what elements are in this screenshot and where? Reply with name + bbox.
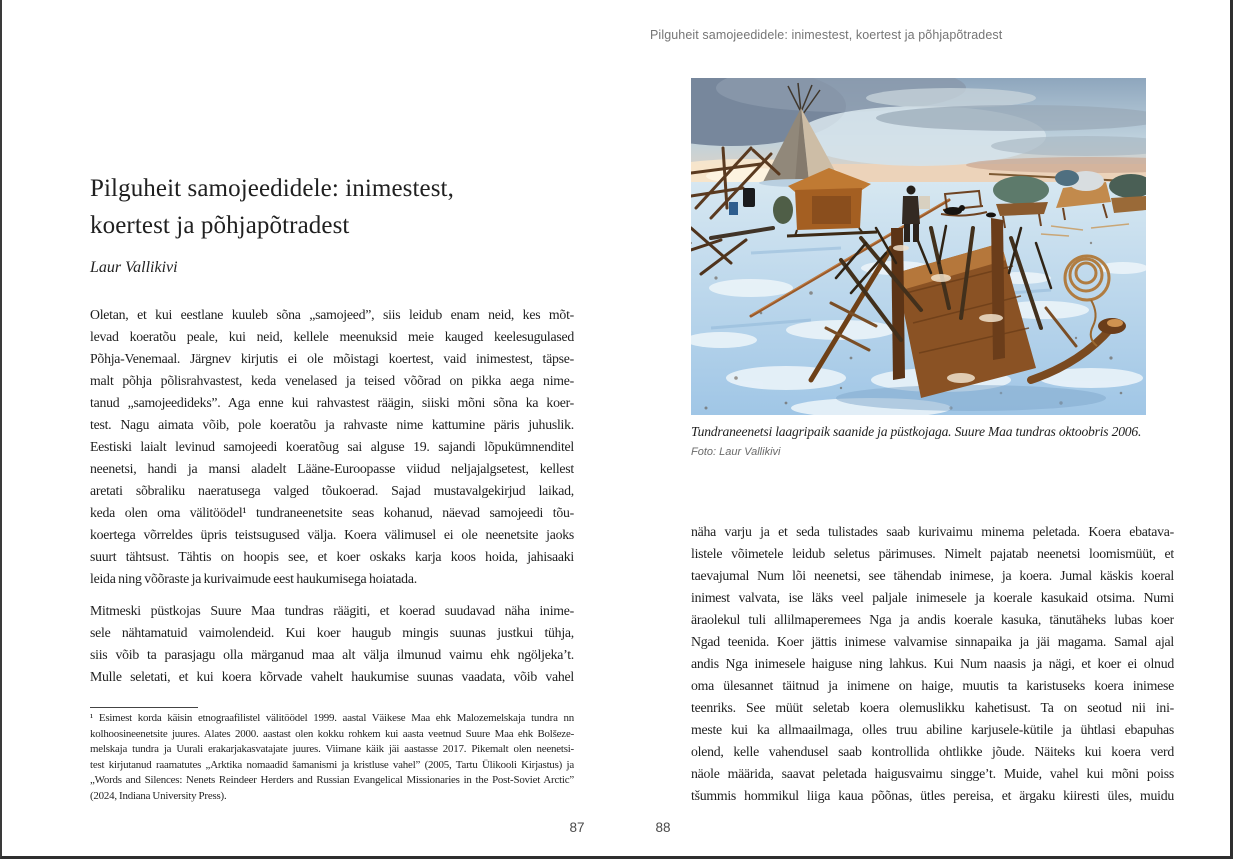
tundra-camp-photo [691, 78, 1146, 415]
text-line: „Words and Silences: Nenets Reindeer Herders and Russian Evangelical Missionaries in the Post-Soviet Arctic” [90, 774, 574, 787]
text-line: neenetsi, handi ja mansi aladelt Lääne-Euroopasse viidud neljajalgsetest, kellest [90, 461, 574, 476]
author-byline: Laur Vallikivi [90, 259, 178, 276]
text-line: Pilguheit samojeedidele: inimestest, [90, 175, 454, 202]
text-line: keda olen oma välitöödel¹ tundraneenetsite seas kohanud, näevad samojeedi tõu- [90, 505, 574, 520]
text-line: Põhja-Venemaal. Järgnev kirjutis ei ole mõistagi koertest, vaid inimestest, täpse- [90, 351, 574, 366]
text-line: oma ülesannet täitnud ja inimene on haige, muutis ta karistuseks koera inimese [691, 678, 1174, 693]
text-line: levad koeratõu peale, kui neid, kellele meenuksid meie kauged keelesugulased [90, 329, 574, 344]
text-line: Mitmeski püstkojas Suure Maa tundras räägiti, et koerad suudavad näha inime- [90, 603, 574, 618]
text-line: koertest ja põhjapõtradest [90, 212, 350, 239]
text-line: tšummis hommikul liiga kaua põõnas, ütles pereisa, et ärgaku kiiresti üles, muidu [691, 788, 1174, 803]
text-line: sele nähtamatuid vaimolendeid. Kui koer haugub mingis suunas justkui tühja, [90, 625, 574, 640]
text-line: Ngad teenida. Koer jättis inimese valvamise sinnapaika ja jäi magama. Samal ajal [691, 634, 1174, 649]
text-line: näha varju ja et seda tulistades saab kurivaimu minema peletada. Koera ebatava- [691, 524, 1174, 539]
text-line: taevajumal Num lõi neenetsi, see tähendab inimese, ja koera. Jumal käskis koeral [691, 568, 1174, 583]
text-line: andis Nga inimesele haiguse ning lahkus. Kui Num naasis ja nägi, et koer ei olnud [691, 656, 1174, 671]
photo-credit: Foto: Laur Vallikivi [691, 446, 781, 458]
text-line: Mulle seletati, et kui koera kõrvade vahelt haukumise suunas vaadata, võib vahel [90, 669, 574, 684]
text-line: äraolekul tuli allilmaperemees Nga ja andis koerale kasuka, tänutäheks lubas koer [691, 612, 1174, 627]
text-line: meste kui ka allmaailmaga, olles truu abiline karjusele-kütile ja ühtlasi ebapuhas [691, 722, 1174, 737]
left-paragraph-2 [90, 600, 574, 688]
text-line: siis võib ta parasjagu olla märganud maa alt välja ilmunud vaimu ehk ngöljeka’t. [90, 647, 574, 662]
right-paragraph [691, 521, 1174, 807]
right-page [650, 0, 1210, 859]
text-line: ¹ Esimest korda käisin etnograafilistel välitöödel 1999. aastal Väikese Maa ehk Malozemelskaja tundra nn [90, 712, 574, 724]
text-line: (2024, Indiana University Press). [90, 789, 227, 802]
text-line: Eestiski laialt levinud samojeedi koeratõug sai alguse 19. sajandi lõpukümnenditel [90, 439, 574, 454]
footnote-separator [90, 707, 198, 708]
text-line: inimest valvata, ise läks veel paljale inimesele ja koerale kasukaid otsima. Numi [691, 590, 1174, 605]
text-line: Oletan, et kui eestlane kuuleb sõna „samojeed”, siis leidub enam neid, kes mõt- [90, 307, 574, 322]
text-line: teenriks. See müüt seletab koera olemuslikku kahetisust. Ta on seotud nii ini- [691, 700, 1174, 715]
text-line: aretati sõbraliku naeratusega valged tõukoerad. Sajad mustavalgekirjud laikad, [90, 483, 574, 498]
page-number-right: 88 [655, 820, 671, 835]
text-line: test kirjutanud raamatutes „Arktika nomaadid šamanismi ja kristluse vahel” (2005, Tartu Ülikooli Kirjastus) ja [90, 758, 574, 771]
text-line: malt põhja põlisrahvastest, keda venelased ja teised võõrad on pikka aega nime- [90, 373, 574, 388]
page-number-left: 87 [569, 820, 585, 835]
article-title [90, 170, 574, 244]
running-title: Pilguheit samojeedidele: inimestest, koertest ja põhjapõtradest [650, 28, 1003, 42]
photo-caption: Tundraneenetsi laagripaik saanide ja püstkojaga. Suure Maa tundras oktoobris 2006. [691, 424, 1142, 439]
text-line: koertega võrreldes üpris teistsugused välja. Koera välimusel ei ole neenetsite jaoks [90, 527, 574, 542]
text-line: test. Nagu aimata võib, pole koeratõu ja rahvaste nime kattumine päris juhuslik. [90, 417, 574, 432]
left-paragraph-1 [90, 304, 574, 590]
text-line: leida ning võõraste ja kurivaimude eest haukumisega hoiatada. [90, 571, 417, 586]
text-line: kolhoosineenetsite juures. Alates 2000. aastast olen kokku rohkem kui aasta veetnud Suure Maa ehk Bolšeze- [90, 727, 574, 740]
footnote [90, 711, 574, 805]
text-line: näole määrida, saavat peletada haigusvaimu singge’t. Muide, vahel kui mõni poiss [691, 766, 1174, 781]
text-line: melskaja tundra ja Uurali erakarjakasvatajate juures. Viimane käik jäi aastasse 2017. Pikemalt olen neenetsi- [90, 743, 574, 756]
text-line: listele võimetele leidub seletus pärimuses. Nimelt pajatab neenetsi loomismüüt, et [691, 546, 1174, 561]
text-line: tanud „samojeedideks”. Aga enne kui rahvastest räägin, siiski mõni sõna ka koer- [90, 395, 574, 410]
left-page [90, 170, 574, 820]
text-line: olend, kelle vahendusel saab kontrollida ohtlikke jõude. Näiteks kui koera verd [691, 744, 1174, 759]
text-line: suurt tähtsust. Tähtis on hoopis see, et koer oskaks karja koos hoida, jahisaaki [90, 549, 574, 564]
